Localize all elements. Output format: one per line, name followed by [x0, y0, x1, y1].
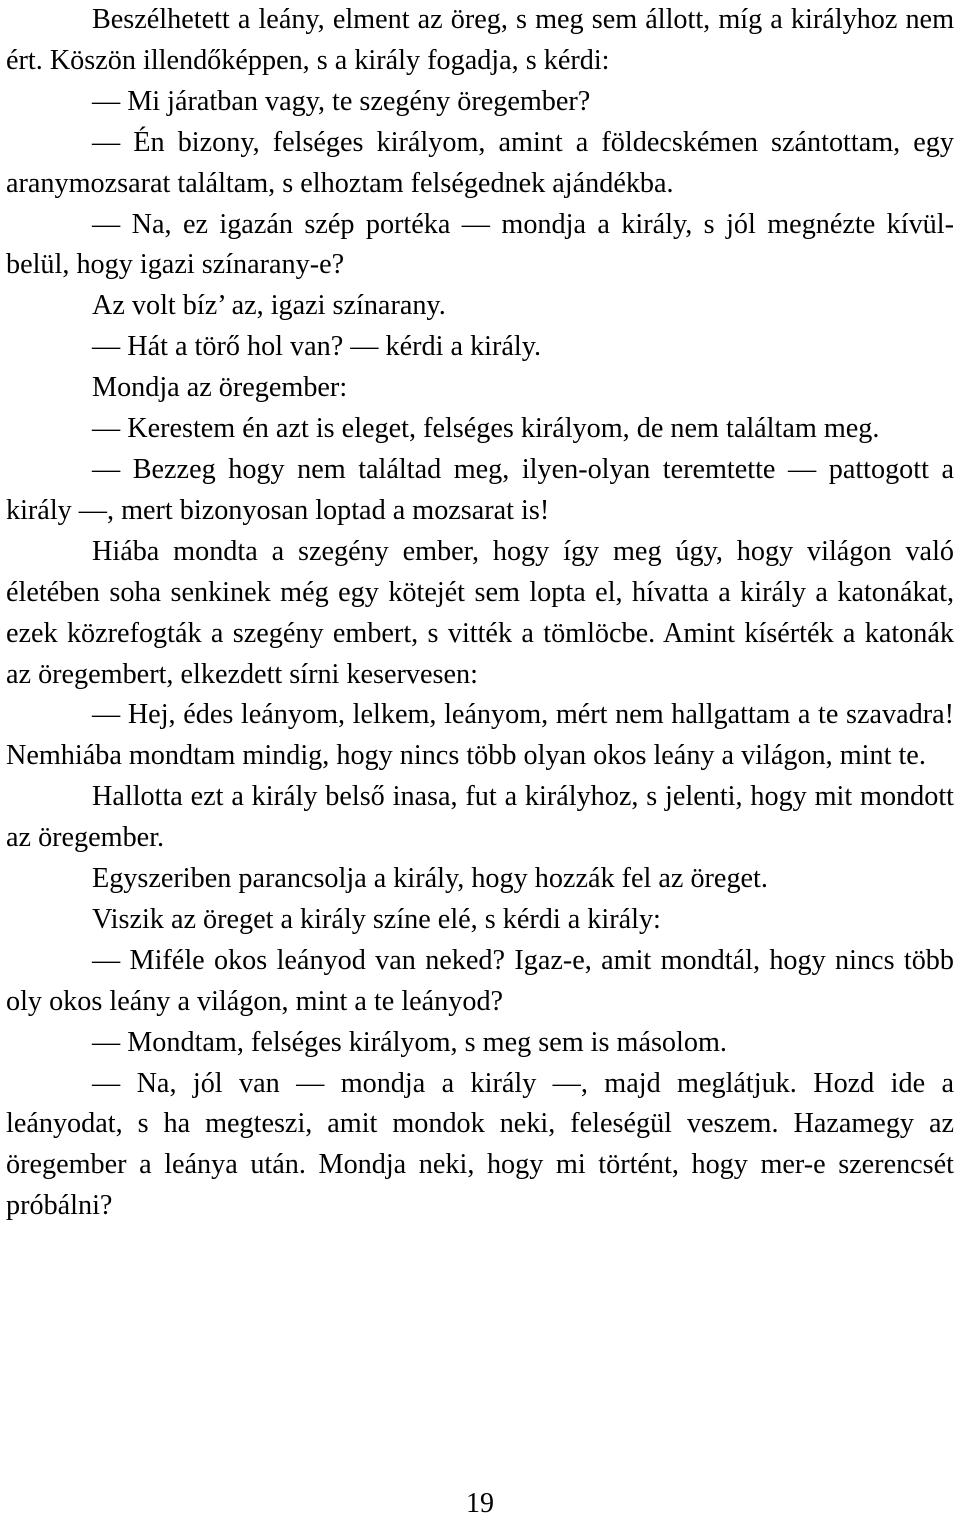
page-body [6, 0, 954, 1227]
paragraph: Hiába mondta a szegény ember, hogy így meg úgy, hogy világon való életében soha senkinek még egy kötejét sem lopta el, hívatta a király a katonákat, ezek közrefogták a szegény embert, s vitték a tömlöcbe. Amint kísérték a katonák az öregembert, elkezdett sírni keservesen: [6, 535, 954, 690]
paragraph: — Hej, édes leányom, lelkem, leányom, mért nem hallgattam a te szavadra! Nemhiába mondtam mindig, hogy nincs több olyan okos leány a világon, mint te. [6, 699, 954, 772]
paragraph: — Én bizony, felséges királyom, amint a földecskémen szántottam, egy aranymozsarat találtam, s elhoztam felségednek ajándékba. [6, 126, 954, 199]
paragraph: — Bezzeg hogy nem találtad meg, ilyen-olyan teremtette — pattogott a király —, mert bizonyosan loptad a mozsarat is! [6, 453, 954, 526]
paragraph: — Kerestem én azt is eleget, felséges királyom, de nem találtam meg. [92, 413, 880, 445]
paragraph: — Na, jól van — mondja a király —, majd meglátjuk. Hozd ide a leányodat, s ha megteszi, amit mondok neki, feleségül veszem. Hazamegy az öregember a leánya után. Mondja neki, hogy mi történt, hogy mer-e szerencsét próbálni? [6, 1067, 954, 1222]
paragraph: — Miféle okos leányod van neked? Igaz-e, amit mondtál, hogy nincs több oly okos leány a világon, mint a te leányod? [6, 944, 954, 1017]
page-number: 19 [466, 1488, 494, 1519]
paragraph: — Na, ez igazán szép portéka — mondja a király, s jól megnézte kívül-belül, hogy igazi színarany-e? [6, 208, 954, 281]
paragraph: — Mondtam, felséges királyom, s meg sem is másolom. [92, 1026, 727, 1058]
paragraph: — Mi járatban vagy, te szegény öregember? [92, 85, 591, 117]
paragraph: Hallotta ezt a király belső inasa, fut a királyhoz, s jelenti, hogy mit mondott az öregember. [6, 781, 954, 854]
paragraph: Beszélhetett a leány, elment az öreg, s meg sem állott, míg a királyhoz nem ért. Köszön illendőképpen, s a király fogadja, s kérdi: [6, 4, 954, 76]
paragraph: Viszik az öreget a király színe elé, s kérdi a király: [92, 903, 661, 935]
paragraph: Egyszeriben parancsolja a király, hogy hozzák fel az öreget. [92, 863, 768, 895]
paragraph: Mondja az öregember: [92, 372, 348, 404]
paragraph: Az volt bíz’ az, igazi színarany. [92, 290, 446, 322]
paragraph: — Hát a törő hol van? — kérdi a király. [92, 331, 542, 363]
